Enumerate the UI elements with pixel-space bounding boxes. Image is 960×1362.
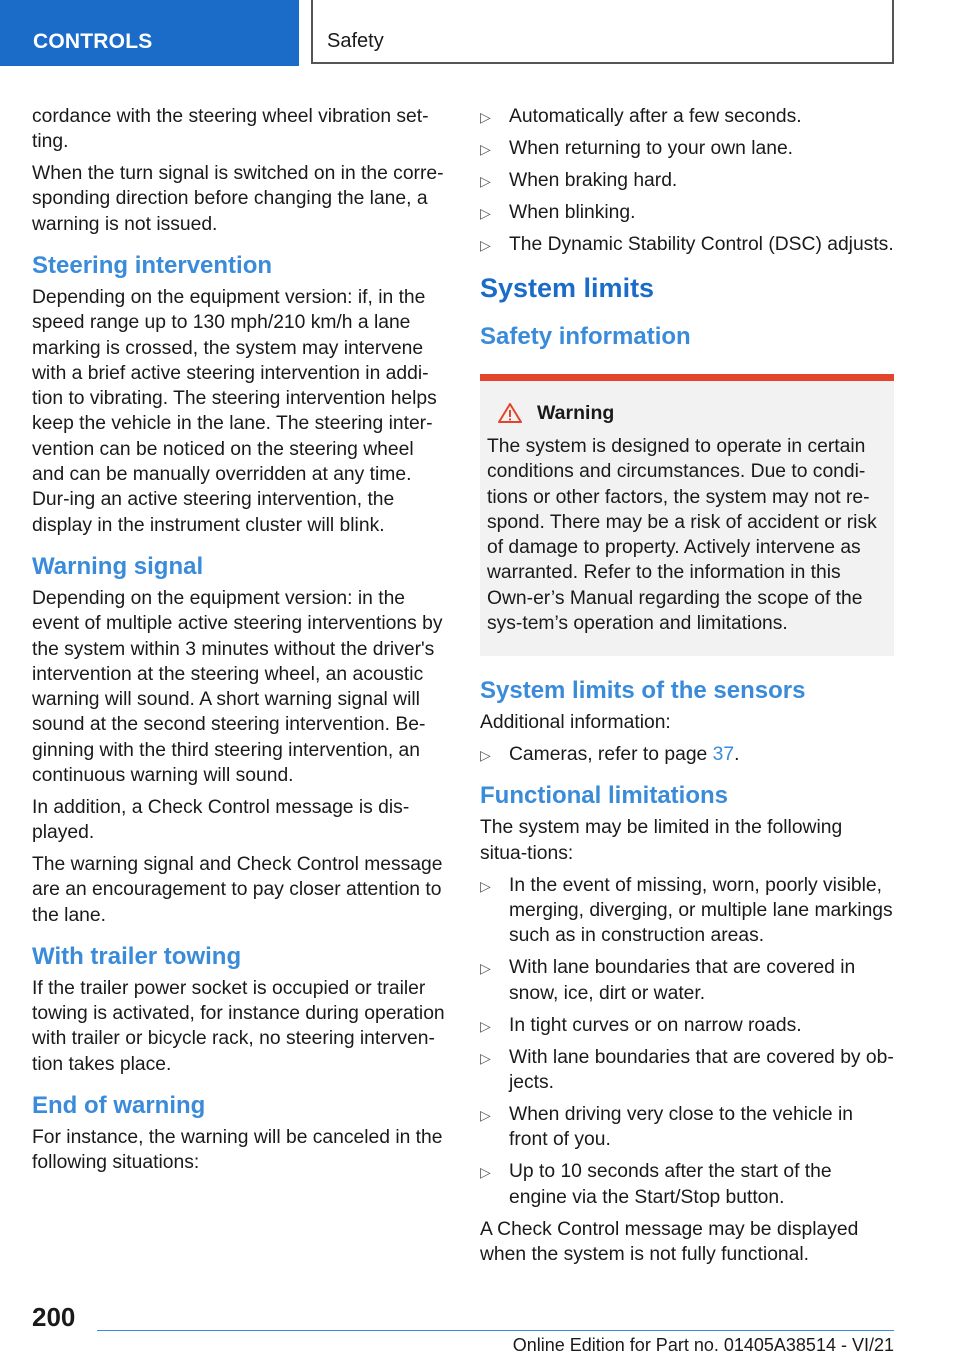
paragraph: In addition, a Check Control message is dis-played.	[32, 796, 410, 844]
triangle-bullet-icon: ▷	[480, 109, 491, 125]
end-of-warning-list	[480, 104, 894, 258]
sensors-list	[480, 742, 894, 767]
heading-functional-limitations: Functional limitations	[480, 782, 729, 810]
list-item: ▷ Cameras, refer to page 37.	[480, 742, 894, 767]
triangle-bullet-icon: ▷	[480, 237, 491, 254]
triangle-bullet-icon: ▷	[480, 960, 491, 977]
warning-title: Warning	[487, 401, 886, 426]
paragraph: If the trailer power socket is occupied or trailer towing is activated, for instance during operation with trailer or bicycle rack, no steering interven-tion takes place.	[32, 977, 445, 1075]
list-item: ▷ Up to 10 seconds after the start of the engine via the Start/Stop button.	[480, 1161, 832, 1208]
section-header	[311, 0, 894, 64]
heading-trailer-towing: With trailer towing	[32, 942, 242, 970]
footer-divider	[97, 1330, 894, 1331]
heading-warning-signal: Warning signal	[32, 552, 204, 580]
paragraph: When the turn signal is switched on in the corre-sponding direction before changing the lane, a warning is not issued.	[32, 163, 444, 235]
functional-list	[480, 873, 894, 1211]
heading-end-of-warning: End of warning	[32, 1092, 206, 1119]
heading-safety-information: Safety information	[480, 322, 691, 350]
list-item: ▷ In the event of missing, worn, poorly visible, merging, diverging, or multiple lane markings such as in construction areas.	[480, 874, 893, 947]
triangle-bullet-icon: ▷	[480, 141, 491, 158]
page-number: 200	[32, 1302, 76, 1332]
list-item: ▷ When blinking.	[480, 200, 894, 225]
warning-triangle-icon	[497, 402, 523, 424]
list-item: ▷ With lane boundaries that are covered by ob-jects.	[480, 1046, 894, 1093]
paragraph: For instance, the warning will be canceled in the following situations:	[32, 1127, 443, 1174]
paragraph: A Check Control message may be displayed when the system is not fully functional.	[480, 1218, 859, 1266]
paragraph: Depending on the equipment version: if, in the speed range up to 130 mph/210 km/h a lane marking is crossed, the system may intervene with a brief active steering intervention in addi-tion to vibrating. The steering intervention helps keep the vehicle in the lane. The steering inter-vention can be noticed on the steering wheel and can be manually overridden at any time. Dur-ing an active steering intervention, the display in the instrument cluster will blink.	[32, 286, 437, 536]
triangle-bullet-icon: ▷	[480, 1049, 491, 1066]
paragraph: The system may be limited in the following situa-tions:	[480, 817, 843, 864]
warning-text: The system is designed to operate in certain conditions and circumstances. Due to condi-tions or other factors, the system may not re-spond. There may be a risk of accident or risk of damage to property. Actively intervene as warranted. Refer to the information in this Own-er’s Manual regarding the scope of the sys-tem’s operation and limitations.	[487, 435, 877, 635]
triangle-bullet-icon: ▷	[480, 877, 491, 894]
triangle-bullet-icon: ▷	[480, 1017, 491, 1034]
triangle-bullet-icon: ▷	[480, 173, 491, 190]
list-item: ▷ Automatically after a few seconds.	[480, 104, 894, 129]
triangle-bullet-icon: ▷	[480, 205, 491, 222]
paragraph: Depending on the equipment version: in the event of multiple active steering interventions by the system within 3 minutes without the driver's intervention at the steering wheel, an acoustic warning will sound. A short warning signal will sound at the second steering intervention. Be-ginning with the third steering intervention, an continuous warning will sound.	[32, 587, 443, 787]
list-item: ▷ With lane boundaries that are covered in snow, ice, dirt or water.	[480, 957, 856, 1004]
right-column	[480, 104, 894, 1274]
section-title: Safety	[327, 30, 384, 52]
paragraph: The warning signal and Check Control message are an encouragement to pay closer attention to the lane.	[32, 853, 443, 926]
list-item: ▷ In tight curves or on narrow roads.	[480, 1013, 894, 1038]
heading-system-limits-sensors: System limits of the sensors	[480, 677, 806, 705]
chapter-title: CONTROLS	[33, 30, 153, 53]
triangle-bullet-icon: ▷	[480, 1107, 491, 1124]
list-item: ▷ The Dynamic Stability Control (DSC) adjusts.	[480, 232, 894, 257]
paragraph: Additional information:	[480, 712, 671, 734]
chapter-tab	[0, 0, 299, 66]
left-column	[32, 104, 446, 1182]
warning-box	[480, 374, 894, 657]
page-link[interactable]: 37	[712, 744, 735, 766]
heading-steering-intervention: Steering intervention	[32, 251, 273, 279]
triangle-bullet-icon: ▷	[480, 747, 491, 764]
list-item: ▷ When braking hard.	[480, 168, 894, 193]
paragraph: cordance with the steering wheel vibration set-ting.	[32, 106, 429, 153]
list-item: ▷ When returning to your own lane.	[480, 136, 894, 161]
heading-system-limits: System limits	[480, 272, 655, 303]
list-item: ▷ When driving very close to the vehicle in front of you.	[480, 1104, 854, 1151]
edition-note: Online Edition for Part no. 01405A38514 - VI/21	[512, 1335, 894, 1355]
triangle-bullet-icon: ▷	[480, 1164, 491, 1181]
